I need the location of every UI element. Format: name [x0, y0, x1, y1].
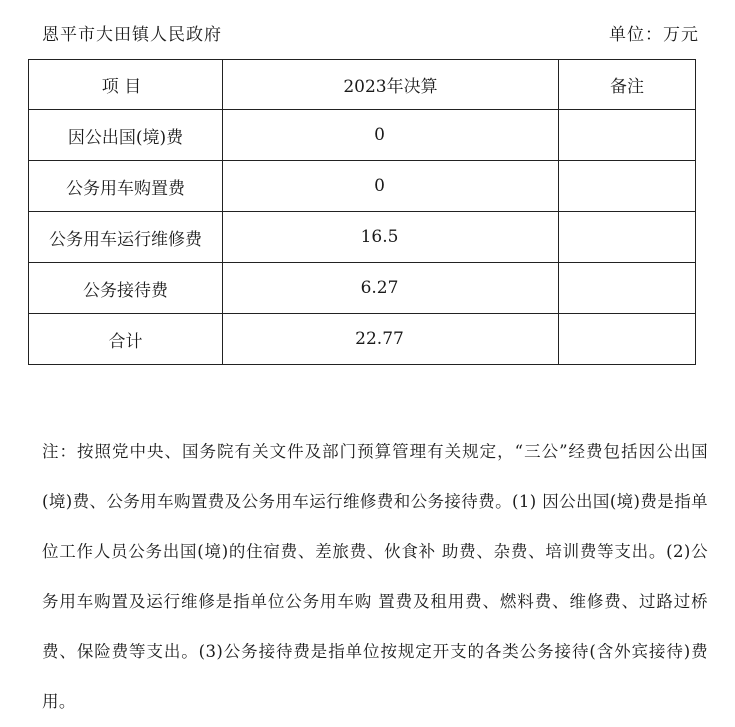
explanatory-note: 注：按照党中央、国务院有关文件及部门预算管理有关规定，“三公”经费包括因公出国(境)费、公务用车购置费及公务用车运行维修费和公务接待费。(1) 因公出国(境)费是指单位工作人员公务出国(境)的住宿费、差旅费、伙食补 助费、杂费、培训费等支出。(2)公务用车购置及运行维修是指单位公务用车购 置费及租用费、燃料费、维修费、过路过桥费、保险费等支出。(3)公务接待费是指单位按规定开支的各类公务接待(含外宾接待)费用。: [42, 442, 708, 711]
remark-cell: [559, 161, 696, 212]
amount-cell: 22.77: [223, 314, 559, 365]
remark-cell: [559, 212, 696, 263]
remark-cell: [559, 314, 696, 365]
item-cell: 公务接待费: [29, 263, 223, 314]
amount-cell: 0: [223, 110, 559, 161]
amount-cell: 16.5: [223, 212, 559, 263]
column-header-item: 项 目: [29, 60, 223, 110]
table-row-total: [29, 314, 696, 365]
remark-cell: [559, 263, 696, 314]
table-row: [29, 110, 696, 161]
amount-cell: 6.27: [223, 263, 559, 314]
column-header-amount: 2023年决算: [223, 60, 559, 110]
organization-name: 恩平市大田镇人民政府: [42, 25, 222, 45]
column-header-remark: 备注: [559, 60, 696, 110]
item-cell: 公务用车运行维修费: [29, 212, 223, 263]
three-public-expenses-table: [28, 59, 696, 365]
item-cell: 公务用车购置费: [29, 161, 223, 212]
table-row: [29, 212, 696, 263]
remark-cell: [559, 110, 696, 161]
table-header-row: [29, 60, 696, 110]
table-row: [29, 161, 696, 212]
amount-cell: 0: [223, 161, 559, 212]
table-row: [29, 263, 696, 314]
unit-label: 单位：万元: [609, 25, 699, 45]
item-cell: 合计: [29, 314, 223, 365]
item-cell: 因公出国(境)费: [29, 110, 223, 161]
